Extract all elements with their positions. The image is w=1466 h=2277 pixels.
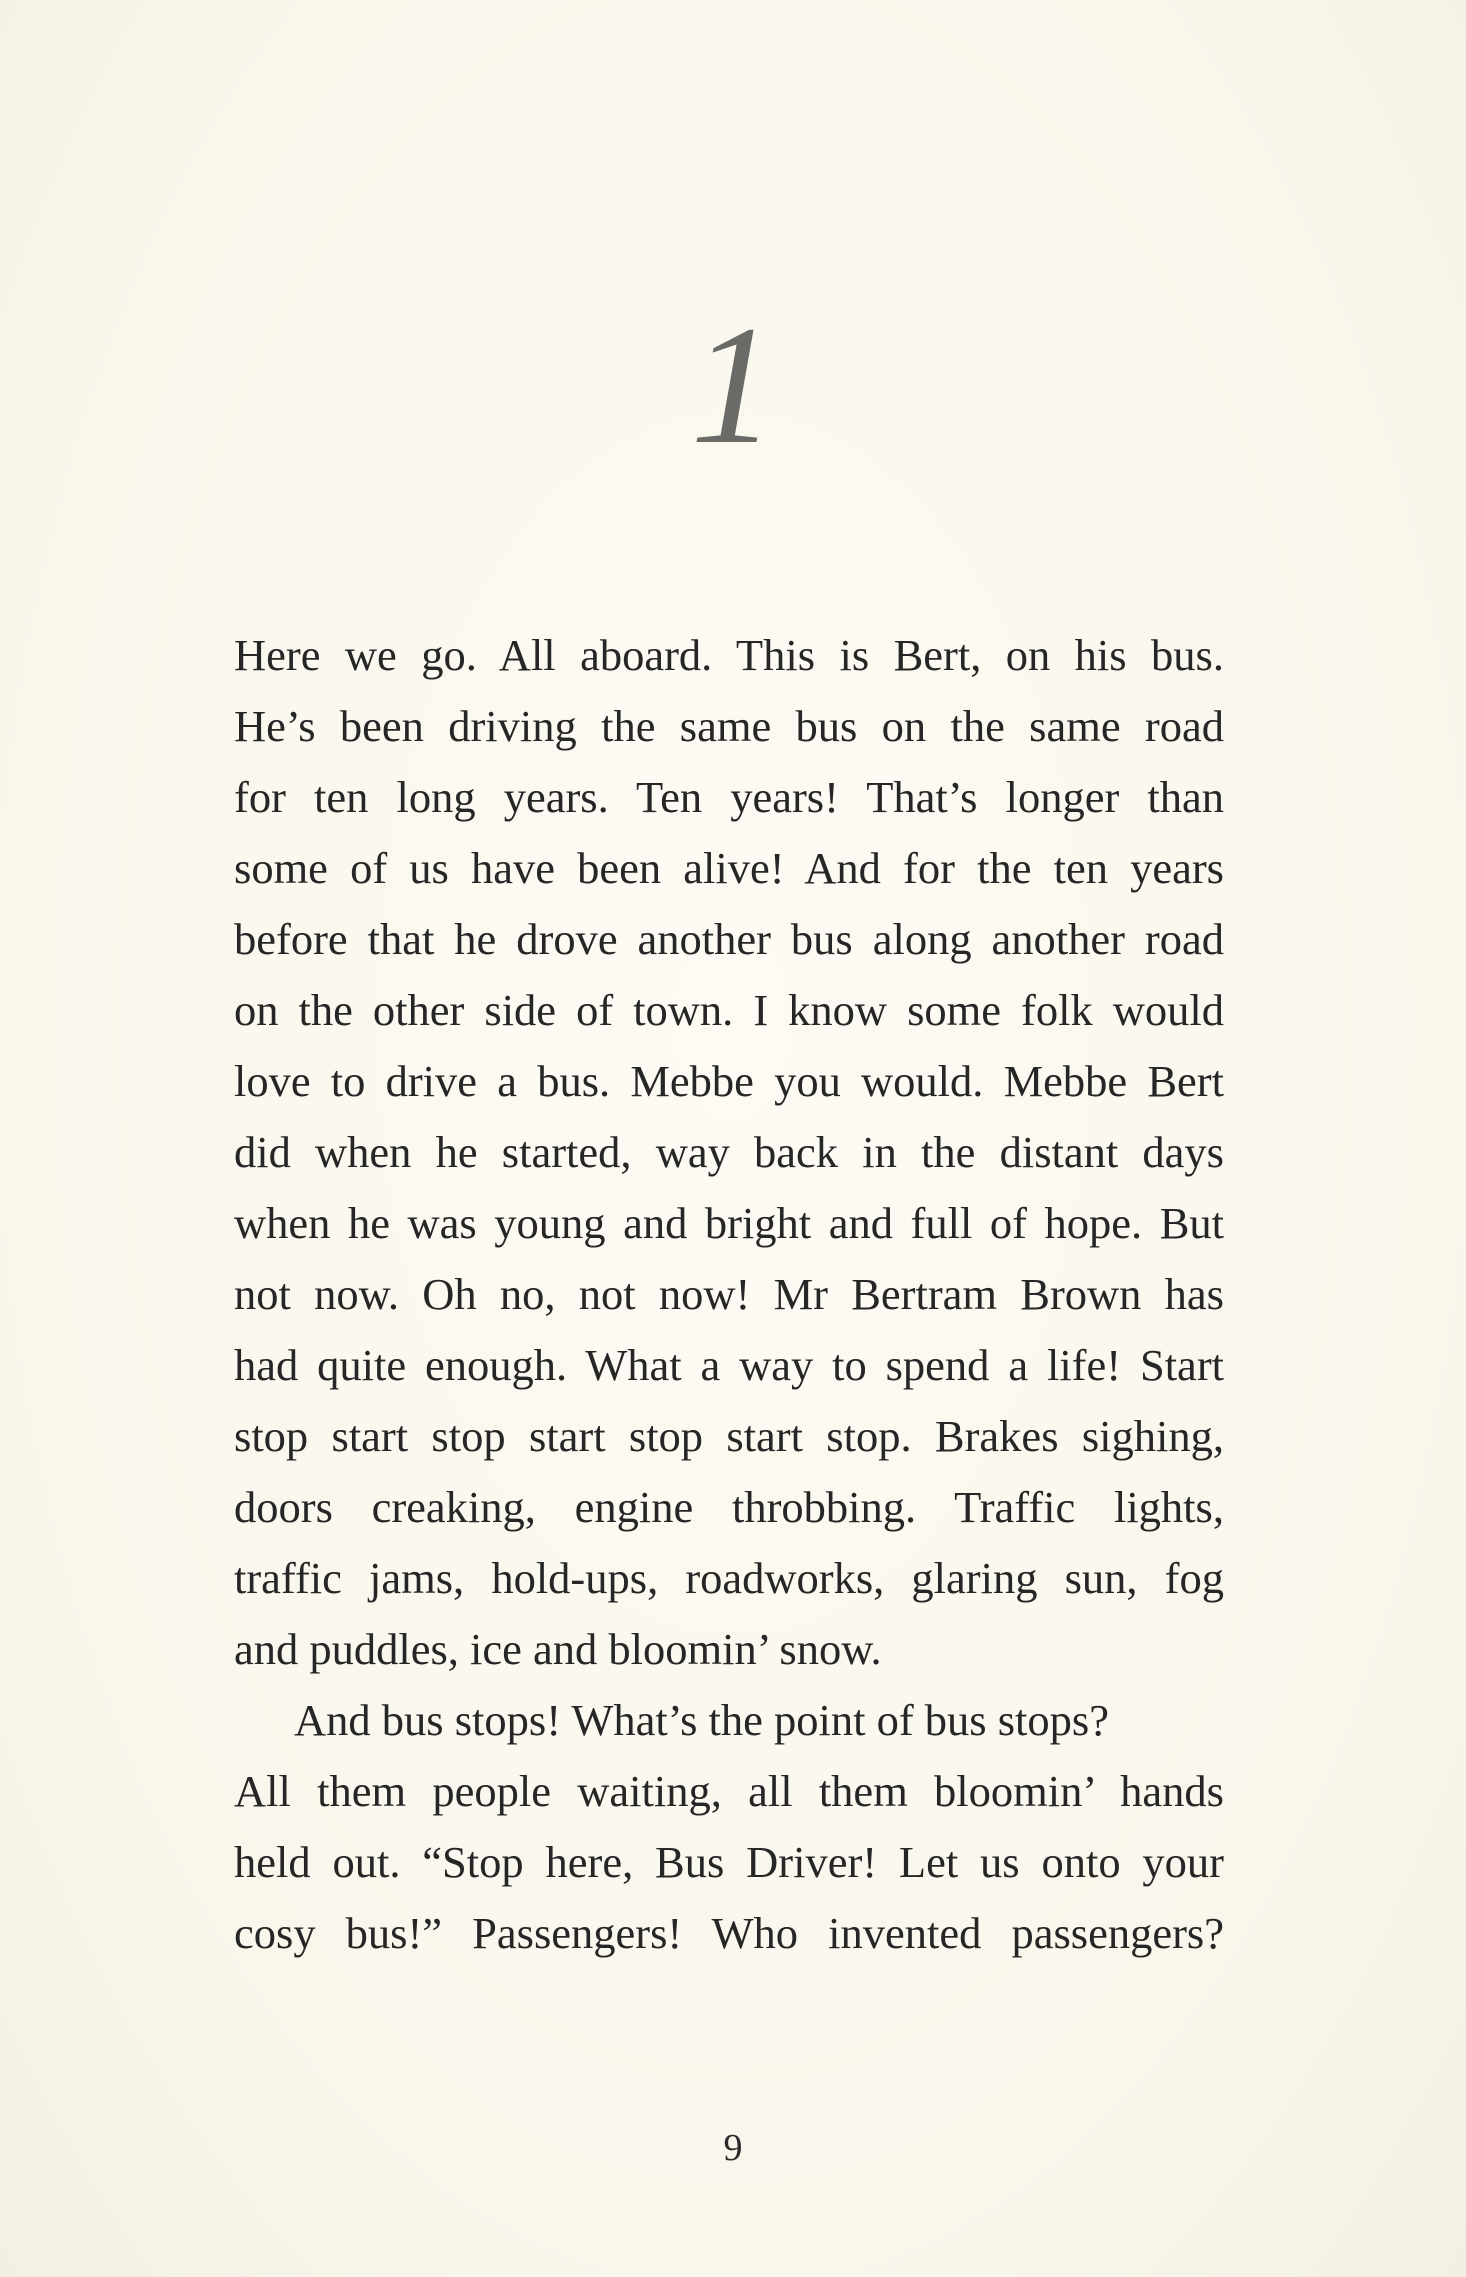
chapter-number: 1 <box>690 291 776 479</box>
paragraph-1 <box>234 620 1224 1685</box>
text-line: traffic jams, hold-ups, roadworks, glaring sun, fog <box>234 1553 1224 1603</box>
text-line: And bus stops! What’s the point of bus stops? <box>294 1695 1109 1745</box>
text-line: on the other side of town. I know some folk would <box>234 985 1224 1035</box>
paragraph-2 <box>234 1685 1224 1969</box>
text-line: some of us have been alive! And for the ten years <box>234 843 1224 893</box>
text-line: before that he drove another bus along another road <box>234 914 1224 964</box>
text-line: Here we go. All aboard. This is Bert, on his bus. <box>234 630 1224 680</box>
page-number: 9 <box>723 2127 743 2169</box>
text-line: did when he started, way back in the distant days <box>234 1127 1224 1177</box>
text-line: and puddles, ice and bloomin’ snow. <box>234 1624 882 1674</box>
text-line: when he was young and bright and full of hope. But <box>234 1198 1224 1248</box>
body-text <box>234 620 1224 1969</box>
text-line: doors creaking, engine throbbing. Traffic lights, <box>234 1482 1224 1532</box>
text-line: had quite enough. What a way to spend a life! Start <box>234 1340 1224 1390</box>
text-line: stop start stop start stop start stop. Brakes sighing, <box>234 1411 1224 1461</box>
text-line: for ten long years. Ten years! That’s longer than <box>234 772 1224 822</box>
text-line: held out. “Stop here, Bus Driver! Let us onto your <box>234 1837 1224 1887</box>
text-line: cosy bus!” Passengers! Who invented passengers? <box>234 1908 1224 1958</box>
text-line: He’s been driving the same bus on the same road <box>234 701 1224 751</box>
text-line: not now. Oh no, not now! Mr Bertram Brown has <box>234 1269 1224 1319</box>
text-line: love to drive a bus. Mebbe you would. Mebbe Bert <box>234 1056 1224 1106</box>
text-line: All them people waiting, all them bloomin’ hands <box>234 1766 1224 1816</box>
